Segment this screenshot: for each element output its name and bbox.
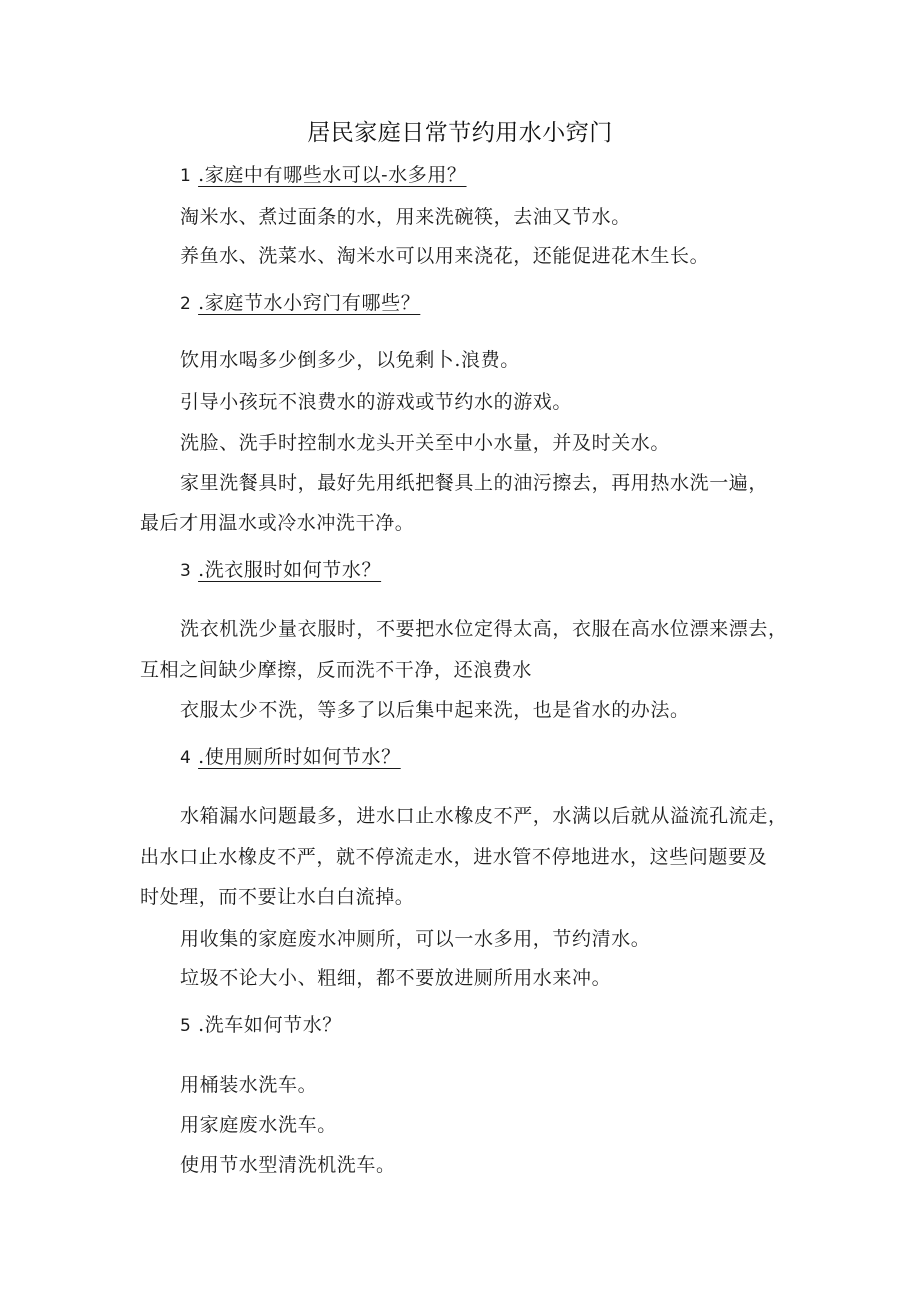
paragraph-line: 衣服太少不洗，等多了以后集中起来洗，也是省水的办法。 [180,699,690,721]
section-title: .洗衣服时如何节水？ [198,559,382,581]
paragraph-line: 洗脸、洗手时控制水龙头开关至中小水量，并及时关水。 [180,432,671,454]
section-2-heading [180,289,420,318]
section-3-heading [180,556,381,585]
paragraph-line: 水箱漏水问题最多，进水口止水橡皮不严，水满以后就从溢流孔流走， [180,805,788,827]
section-1-heading [180,161,467,190]
paragraph-line: 最后才用温水或冷水冲洗干净。 [140,512,415,534]
paragraph-line: 家里洗餐具时，最好先用纸把餐具上的油污擦去，再用热水洗一遍， [180,472,769,494]
paragraph-line: 用收集的家庭废水冲厕所，可以一水多用，节约清水。 [180,928,651,950]
section-number: 5 [180,1016,192,1036]
section-title: .家庭节水小窍门有哪些？ [198,292,421,314]
paragraph-line: 用桶装水洗车。 [180,1074,318,1096]
section-5-heading [180,1011,342,1040]
section-title: .洗车如何节水？ [198,1014,342,1036]
section-number: 1 [180,166,192,186]
section-number: 3 [180,561,192,581]
document-title: 居民家庭日常节约用水小窍门 [307,120,613,146]
section-number: 4 [180,748,192,768]
section-title: .家庭中有哪些水可以-水多用？ [198,164,467,186]
paragraph-line: 使用节水型清洗机洗车。 [180,1154,396,1176]
section-4-heading [180,743,401,772]
paragraph-line: 淘米水、煮过面条的水，用来洗碗筷，去油又节水。 [180,206,631,228]
paragraph-line: 养鱼水、洗菜水、淘米水可以用来浇花，还能促进花木生长。 [180,245,710,267]
paragraph-line: 出水口止水橡皮不严，就不停流走水，进水管不停地进水，这些问题要及 [140,846,768,868]
paragraph-line: 用家庭废水洗车。 [180,1114,337,1136]
section-title: .使用厕所时如何节水？ [198,746,401,768]
paragraph-line: 引导小孩玩不浪费水的游戏或节约水的游戏。 [180,391,573,413]
paragraph-line: 垃圾不论大小、粗细，都不要放进厕所用水来冲。 [180,967,612,989]
section-number: 2 [180,294,192,314]
paragraph-line: 洗衣机洗少量衣服时，不要把水位定得太高，衣服在高水位漂来漂去， [180,618,788,640]
paragraph-line: 时处理，而不要让水白白流掉。 [140,886,415,908]
paragraph-line: 互相之间缺少摩擦，反而洗不干净，还浪费水 [140,659,533,681]
paragraph-line: 饮用水喝多少倒多少，以免剩卜.浪费。 [180,349,520,371]
